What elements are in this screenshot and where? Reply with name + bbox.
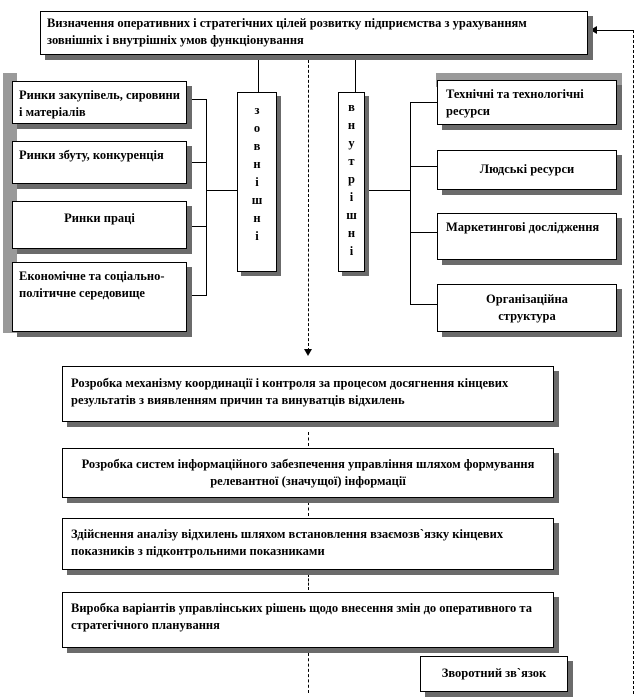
internal-label [338, 92, 365, 272]
feedback-box [420, 656, 568, 692]
internal-label-letter: т [348, 154, 355, 168]
external-label-letter: н [253, 211, 261, 225]
internal-factor-text: Технічні та технологічні ресурси [446, 87, 584, 118]
process-step-text: Розробка механізму координації і контроля за процесом досягнення кінцевих результатів з виявленням причин та винуватців відхилень [71, 376, 509, 407]
external-label-letter: з [254, 103, 260, 117]
external-factor-box [12, 262, 187, 332]
process-step-box [62, 518, 554, 570]
internal-factor-text: Людські ресурси [479, 162, 575, 176]
goal-box [40, 11, 588, 55]
internal-factor-box [437, 150, 617, 190]
internal-factor-text: Організаційна структура [486, 292, 568, 323]
external-label-letter: н [253, 157, 261, 171]
internal-label-letter: і [349, 190, 354, 204]
process-step-box [62, 448, 554, 498]
internal-factor-box [437, 80, 617, 125]
external-factor-text: Ринки праці [64, 211, 135, 225]
external-label [237, 92, 277, 272]
external-label-letter: ш [251, 193, 263, 207]
feedback-text: Зворотний зв`язок [441, 666, 547, 680]
external-factor-box [12, 201, 187, 249]
external-factor-text: Ринки збуту, конкуренція [19, 148, 164, 162]
internal-label-letter: і [349, 244, 354, 258]
process-step-text: Розробка систем інформаційного забезпечення управління шляхом формування релевантної (значущої) інформації [81, 457, 535, 488]
internal-label-letter: ш [346, 208, 357, 222]
internal-label-letter: н [347, 118, 356, 132]
external-factor-text: Ринки закупівель, сировини і матеріалів [19, 88, 180, 119]
external-factor-text: Економічне та соціально-політичне середовище [19, 269, 165, 300]
process-step-text: Здійснення аналізу відхилень шляхом встановлення взаємозв`язку кінцевих показників з підконтрольними показниками [71, 527, 504, 558]
internal-label-letter: р [348, 172, 355, 186]
goal-text: Визначення оперативних і стратегічних цілей розвитку підприємства з урахуванням зовнішніх і внутрішніх умов функціонування [47, 16, 527, 47]
external-label-letter: о [253, 121, 261, 135]
internal-factor-box [437, 284, 617, 332]
external-factor-box [12, 81, 187, 124]
process-step-text: Виробка варіантів управлінських рішень щодо внесення змін до оперативного та стратегічного планування [71, 601, 532, 632]
internal-label-letter: в [348, 100, 355, 114]
internal-label-letter: н [347, 226, 356, 240]
internal-factor-box [437, 213, 617, 260]
external-label-letter: і [255, 175, 259, 189]
process-step-box [62, 592, 554, 648]
internal-label-letter: у [348, 136, 355, 150]
external-factor-box [12, 141, 187, 184]
internal-factor-text: Маркетингові дослідження [446, 220, 600, 234]
process-step-box [62, 366, 554, 422]
external-label-letter: і [255, 229, 259, 243]
external-label-letter: в [253, 139, 261, 153]
